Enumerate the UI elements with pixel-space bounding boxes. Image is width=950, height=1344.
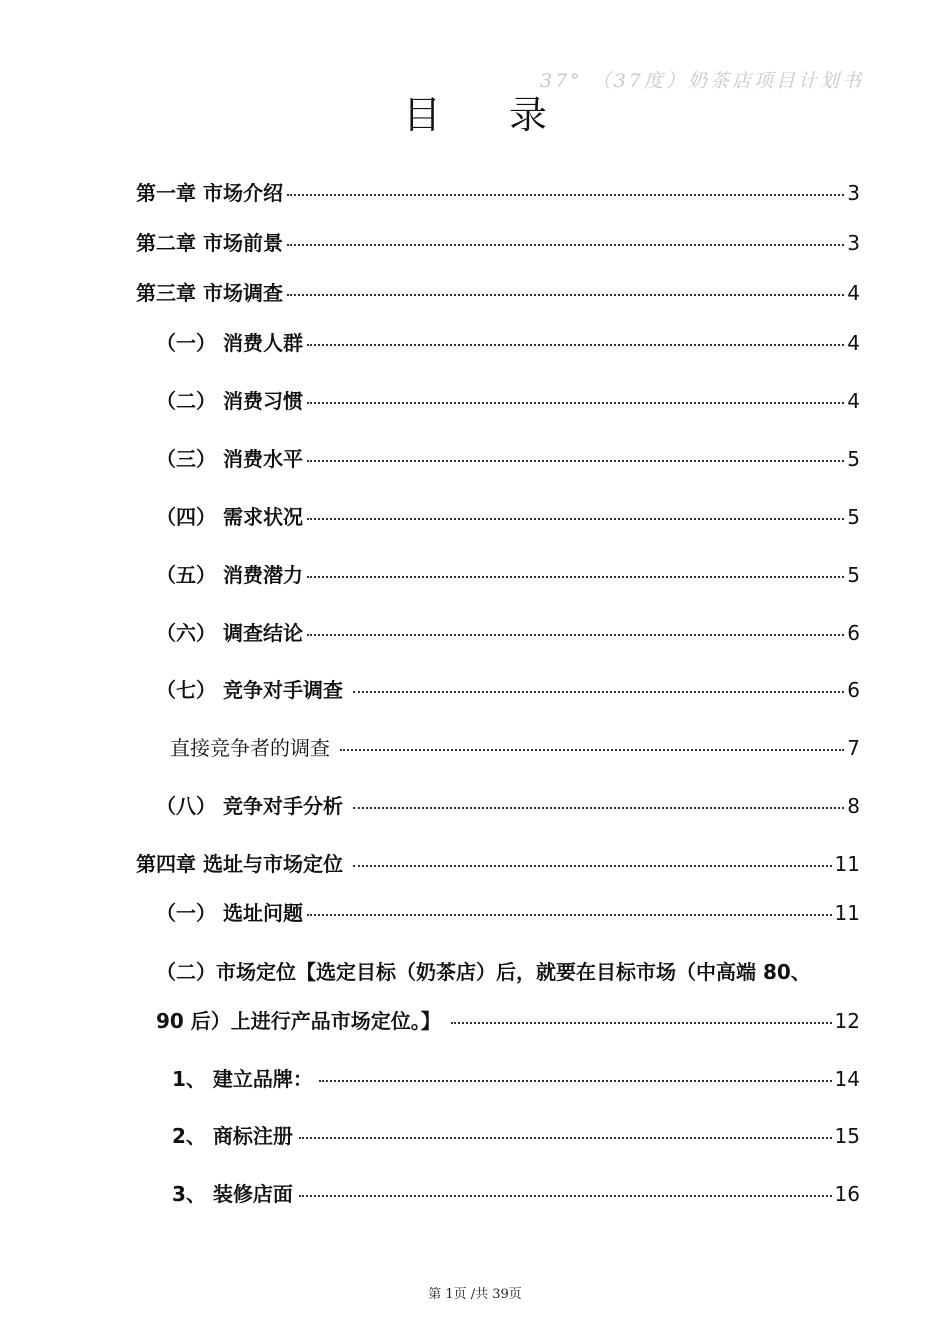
dot-leader: [353, 807, 844, 809]
toc-entry-label: 第三章 市场调查: [136, 281, 283, 305]
toc-entry-chapter-3[interactable]: [136, 281, 860, 305]
toc-entry-chapter-2[interactable]: [136, 231, 860, 255]
toc-entry-section-3-4[interactable]: [156, 505, 860, 529]
toc-entry-section-3-6[interactable]: [156, 621, 860, 645]
toc-entry-subsection[interactable]: [170, 736, 860, 760]
toc-entry-label: （五） 消费潜力: [156, 563, 303, 587]
toc-entry-page: 6: [847, 621, 860, 645]
dot-leader: [451, 1022, 832, 1024]
toc-entry-page: 11: [834, 852, 860, 876]
toc-entry-section-4-1[interactable]: [156, 901, 860, 925]
toc-entry-label: （六） 调查结论: [156, 621, 303, 645]
toc-entry-label: 直接竞争者的调查: [170, 736, 330, 760]
toc-entry-page: 3: [847, 181, 860, 205]
dot-leader: [307, 402, 844, 404]
toc-entry-label: （一） 选址问题: [156, 901, 303, 925]
toc-entry-label: （一） 消费人群: [156, 331, 303, 355]
toc-entry-page: 4: [847, 281, 860, 305]
toc-entry-item-3[interactable]: [172, 1182, 860, 1206]
toc-entry-page: 5: [847, 447, 860, 471]
toc-entry-page: 14: [834, 1067, 860, 1091]
toc-entry-page: 12: [834, 1009, 860, 1033]
dot-leader: [353, 865, 832, 867]
dot-leader: [299, 1195, 832, 1197]
toc-entry-page: 8: [847, 794, 860, 818]
dot-leader: [307, 518, 844, 520]
toc-entry-section-3-8[interactable]: [156, 794, 860, 818]
toc-entry-section-3-7[interactable]: [156, 678, 860, 702]
toc-entry-page: 5: [847, 563, 860, 587]
toc-entry-page: 6: [847, 678, 860, 702]
toc-entry-page: 11: [834, 901, 860, 925]
toc-entry-page: 5: [847, 505, 860, 529]
page-footer: 第 1页 /共 39页: [428, 1287, 522, 1302]
toc-entry-label: 第二章 市场前景: [136, 231, 283, 255]
toc-entry-item-1[interactable]: [172, 1067, 860, 1091]
dot-leader: [340, 749, 844, 751]
dot-leader: [307, 576, 844, 578]
page-title: 目 录: [402, 93, 576, 137]
toc-entry-page: 16: [834, 1182, 860, 1206]
toc-entry-label: （四） 需求状况: [156, 505, 303, 529]
toc-entry-section-3-2[interactable]: [156, 389, 860, 413]
dot-leader: [287, 294, 844, 296]
toc-entry-label: 第四章 选址与市场定位: [136, 852, 343, 876]
dot-leader: [307, 914, 832, 916]
toc-entry-page: 4: [847, 331, 860, 355]
dot-leader: [307, 460, 844, 462]
dot-leader: [287, 194, 844, 196]
dot-leader: [307, 634, 844, 636]
toc-entry-chapter-1[interactable]: [136, 181, 860, 205]
toc-entry-section-4-2-line2[interactable]: [156, 1009, 860, 1033]
dot-leader: [299, 1137, 832, 1139]
toc-entry-page: 7: [847, 736, 860, 760]
toc-entry-label: （二） 消费习惯: [156, 389, 303, 413]
dot-leader: [307, 344, 844, 346]
toc-entry-item-2[interactable]: [172, 1124, 860, 1148]
toc-entry-label: 第一章 市场介绍: [136, 181, 283, 205]
dot-leader: [287, 244, 844, 246]
toc-entry-page: 3: [847, 231, 860, 255]
toc-entry-label: （七） 竞争对手调查: [156, 678, 343, 702]
toc-entry-page: 15: [834, 1124, 860, 1148]
toc-entry-label: （八） 竞争对手分析: [156, 794, 343, 818]
toc-entry-section-4-2-line1[interactable]: [156, 960, 860, 984]
toc-entry-label: 3、 装修店面: [172, 1182, 293, 1206]
toc-entry-section-3-1[interactable]: [156, 331, 860, 355]
toc-entry-label: （二）市场定位【选定目标（奶茶店）后，就要在目标市场（中高端 80、: [156, 960, 811, 984]
toc-entry-label: 90 后）上进行产品市场定位。】: [156, 1009, 441, 1033]
dot-leader: [319, 1080, 832, 1082]
dot-leader: [353, 691, 844, 693]
toc-entry-page: 4: [847, 389, 860, 413]
toc-entry-section-3-5[interactable]: [156, 563, 860, 587]
toc-entry-label: 2、 商标注册: [172, 1124, 293, 1148]
header-watermark: 37° （37度）奶茶店项目计划书: [540, 70, 864, 92]
toc-entry-chapter-4[interactable]: [136, 852, 860, 876]
toc-entry-label: （三） 消费水平: [156, 447, 303, 471]
toc-entry-label: 1、 建立品牌：: [172, 1067, 313, 1091]
toc-entry-section-3-3[interactable]: [156, 447, 860, 471]
